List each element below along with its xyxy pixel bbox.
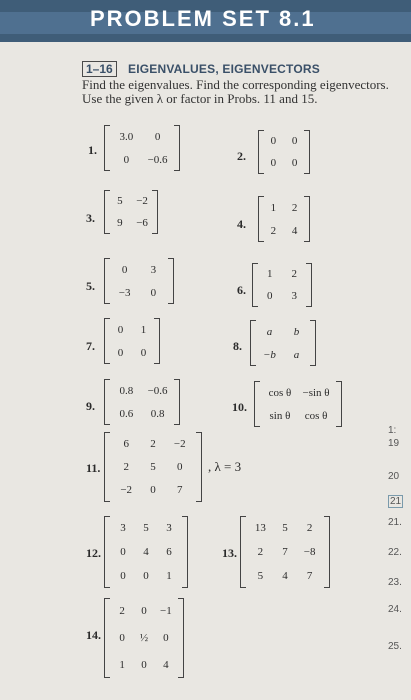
matrix: [104, 258, 174, 304]
matrix-entry: 4: [163, 658, 169, 671]
matrix-entry: 3: [120, 522, 126, 534]
matrix-entry: 6: [166, 546, 172, 558]
matrix: [254, 381, 342, 427]
matrix-left-bracket: [250, 320, 256, 366]
matrix: [258, 130, 310, 174]
problem-number: 3.: [86, 211, 95, 225]
matrix-right-bracket: [304, 130, 310, 174]
matrix: [104, 318, 160, 364]
matrix-right-bracket: [152, 190, 158, 234]
matrix-entry: 3.0: [119, 130, 134, 143]
matrix-left-bracket: [104, 516, 110, 588]
matrix-entry: 3: [150, 263, 157, 276]
margin-number: 1:: [388, 425, 397, 436]
matrix-entry: 0: [150, 484, 156, 497]
matrix: [104, 598, 184, 678]
matrix-entry: 5: [117, 195, 123, 207]
matrix-entry: 0: [140, 346, 147, 359]
matrix-entry: 0: [123, 153, 130, 166]
matrix-right-bracket: [182, 516, 188, 588]
matrix-entry: 0: [117, 346, 124, 359]
matrix: [252, 263, 312, 307]
matrix-entry: cos θ: [268, 386, 292, 399]
matrix-entry: 0: [117, 323, 124, 336]
matrix-entry: 2: [291, 268, 298, 280]
matrix-right-bracket: [178, 598, 184, 678]
matrix-entry: 2: [291, 201, 298, 214]
problem-number: 8.: [233, 339, 242, 353]
matrix-entry: 2: [150, 437, 156, 450]
matrix-left-bracket: [104, 318, 110, 364]
matrix-right-bracket: [306, 263, 312, 307]
matrix-left-bracket: [104, 379, 110, 425]
matrix-entry: 0.6: [119, 407, 134, 420]
matrix-left-bracket: [104, 190, 110, 234]
matrix-entry: sin θ: [269, 409, 291, 422]
matrix-entry: 0: [266, 290, 273, 302]
matrix-entry: 0: [177, 461, 183, 473]
matrix-entry: 1: [119, 658, 125, 671]
matrix-entry: 9: [117, 217, 123, 229]
given-eigenvalue: , λ = 3: [208, 459, 242, 474]
matrix-right-bracket: [304, 196, 310, 242]
page-header: [0, 0, 411, 42]
matrix-entry: −8: [303, 546, 316, 558]
matrix-entry: 7: [282, 546, 288, 558]
matrix-entry: 1: [166, 570, 172, 582]
matrix-entry: 1: [270, 201, 277, 214]
matrix-right-bracket: [310, 320, 316, 366]
matrix-entry: 3: [166, 522, 172, 534]
matrix-entry: −sin θ: [302, 386, 330, 399]
matrix-entry: ½: [139, 632, 149, 644]
matrix-left-bracket: [252, 263, 258, 307]
margin-number: 22.: [388, 547, 402, 558]
matrix-entry: −3: [118, 286, 131, 299]
matrix-entry: −2: [173, 437, 186, 450]
margin-number: 25.: [388, 641, 402, 652]
matrix-entry: 0: [141, 605, 147, 618]
problem-number: 2.: [237, 149, 246, 163]
matrix-entry: 2: [270, 224, 277, 237]
matrix-left-bracket: [258, 130, 264, 174]
matrix: [104, 190, 158, 234]
problem-number: 7.: [86, 339, 95, 353]
matrix-entry: a: [293, 348, 300, 361]
section-number: 1–16: [82, 61, 117, 77]
matrix-entry: cos θ: [304, 409, 328, 422]
margin-number: 21.: [388, 517, 402, 528]
matrix-entry: −0.6: [147, 384, 168, 397]
matrix-right-bracket: [174, 125, 180, 171]
matrix-entry: 2: [119, 605, 125, 618]
matrix-entry: −6: [136, 217, 148, 229]
matrix: [240, 516, 330, 588]
matrix-entry: 0: [141, 658, 147, 671]
matrix-left-bracket: [104, 258, 110, 304]
matrix-entry: 0: [143, 570, 149, 582]
problem-number: 9.: [86, 399, 95, 413]
matrix-entry: 0: [291, 135, 298, 147]
matrix-entry: 7: [306, 570, 313, 582]
matrix-entry: 7: [177, 484, 183, 497]
matrix-entry: 5: [143, 522, 149, 534]
matrix-entry: −2: [120, 484, 133, 497]
matrix-left-bracket: [254, 381, 260, 427]
matrix: [104, 516, 188, 588]
problem-number: 4.: [237, 217, 246, 231]
matrix-entry: −b: [263, 348, 276, 361]
matrix-entry: 1: [266, 268, 273, 280]
matrix-entry: b: [293, 325, 300, 338]
matrix-entry: 0: [154, 130, 161, 143]
problem-number: 1.: [88, 143, 97, 157]
matrix-entry: 0: [270, 135, 277, 147]
problem-number: 12.: [86, 546, 101, 560]
matrix-entry: 2: [306, 522, 313, 534]
matrix-entry: 6: [123, 437, 129, 450]
matrix-entry: 0.8: [150, 407, 165, 420]
matrix-entry: 0: [121, 263, 128, 276]
matrix-entry: 0: [120, 546, 126, 558]
matrix-entry: 2: [123, 461, 129, 473]
matrix-entry: a: [266, 325, 273, 338]
matrix-entry: 3: [291, 290, 298, 302]
matrix-entry: 4: [291, 224, 298, 237]
matrix-right-bracket: [324, 516, 330, 588]
matrix-entry: 1: [140, 323, 147, 336]
margin-number: 24.: [388, 604, 402, 615]
margin-number: 21: [390, 496, 402, 507]
matrix-entry: 0.8: [119, 384, 134, 397]
matrix-entry: 0: [120, 570, 126, 582]
problem-number: 6.: [237, 283, 246, 297]
matrix-left-bracket: [104, 598, 110, 678]
matrix-entry: −0.6: [147, 153, 168, 166]
matrix-entry: −1: [160, 605, 172, 618]
matrix-right-bracket: [174, 379, 180, 425]
matrix-entry: 4: [143, 546, 149, 558]
problem-number: 5.: [86, 279, 95, 293]
matrix-entry: 5: [150, 461, 156, 473]
matrix: [258, 196, 310, 242]
problem-number: 13.: [222, 546, 237, 560]
matrix-entry: 13: [254, 522, 266, 534]
matrix-entry: 0: [119, 632, 125, 644]
matrix-entry: −2: [136, 195, 148, 207]
matrix-entry: 5: [257, 570, 264, 582]
section-instructions: Find the eigenvalues. Find the corresponding eigenvectors. Use the given λ or factor in Probs. 11 and 15.: [82, 77, 389, 106]
matrix-right-bracket: [336, 381, 342, 427]
margin-number: 19: [388, 438, 400, 449]
matrix-entry: 0: [163, 632, 169, 644]
matrix: [104, 432, 202, 502]
matrix: [104, 125, 180, 171]
matrix-right-bracket: [196, 432, 202, 502]
matrix-right-bracket: [168, 258, 174, 304]
matrix: [250, 320, 316, 366]
problem-number: 11.: [86, 461, 101, 475]
matrix-entry: 0: [291, 157, 298, 169]
matrix-right-bracket: [154, 318, 160, 364]
matrix-left-bracket: [258, 196, 264, 242]
matrix-entry: 4: [282, 570, 288, 582]
matrix-entry: 0: [150, 286, 157, 299]
section-title: EIGENVALUES, EIGENVECTORS: [128, 62, 320, 76]
matrix-left-bracket: [104, 432, 110, 502]
matrix-left-bracket: [240, 516, 246, 588]
matrix-entry: 0: [270, 157, 277, 169]
matrix-left-bracket: [104, 125, 110, 171]
matrix-entry: 5: [282, 522, 288, 534]
page-title: PROBLEM SET 8.1: [90, 6, 316, 31]
margin-number: 23.: [388, 577, 402, 588]
matrix: [104, 379, 180, 425]
margin-number: 20: [388, 471, 400, 482]
problem-number: 10.: [232, 400, 247, 414]
problem-number: 14.: [86, 628, 101, 642]
matrix-entry: 2: [257, 546, 264, 558]
